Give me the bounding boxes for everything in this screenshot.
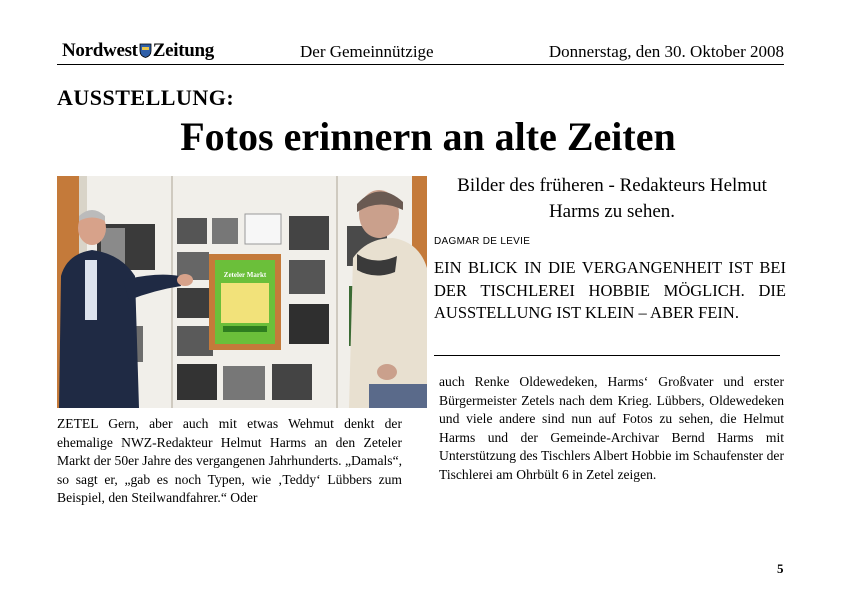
crest-icon (139, 43, 152, 58)
article-headline: Fotos erinnern an alte Zeiten (180, 114, 676, 159)
newspaper-logo (62, 40, 214, 62)
section-name: Der Gemeinnützige (300, 42, 434, 61)
body-column-left: ZETEL Gern, aber auch mit etwas Wehmut denkt der ehemalige NWZ-Redakteur Helmut Harms an den Zeteler Markt der 50er Jahre des vergangenen Jahrhunderts. „Damals“, so sagt er, „gab es noch Typen, wie ‚Teddy‘ Lübbers zum Beispiel, den Steilwandfahrer.“ Oder (57, 416, 402, 506)
poster-title: Zeteler Markt (223, 271, 267, 279)
logo-text-left: Nordwest (62, 40, 138, 61)
masthead-rule (57, 64, 784, 65)
page-number: 5 (777, 561, 784, 576)
article-byline: DAGMAR DE LEVIE (434, 236, 531, 247)
article-kicker: AUSSTELLUNG: (57, 85, 235, 110)
issue-date: Donnerstag, den 30. Oktober 2008 (548, 42, 784, 61)
body-column-right: auch Renke Oldewedeken, Harms‘ Großvater und erster Bürgermeister Zetels nach dem Krieg. Lübbers, Oldewedeken und viele andere sind nun auf Fotos zu sehen, die Helmut Harms und der Gemeinde-Archivar Bernd Harms mit Unterstützung des Tischlers Albert Hobbie im Schaufenster der Tischlerei am Ohrbült 6 in Zetel zeigen. (439, 374, 784, 482)
article-subhead: Bilder des früheren - Redakteurs Helmut Harms zu sehen. (457, 175, 767, 222)
lead-divider (434, 355, 780, 356)
article-photo (57, 176, 427, 408)
article-lead: EIN BLICK IN DIE VERGANGENHEIT IST BEI DER TISCHLEREI HOBBIE MÖGLICH. DIE AUSSTELLUNG IST KLEIN – ABER FEIN. (434, 258, 786, 322)
photo-illustration (57, 176, 427, 408)
logo-text-right: Zeitung (152, 40, 214, 61)
